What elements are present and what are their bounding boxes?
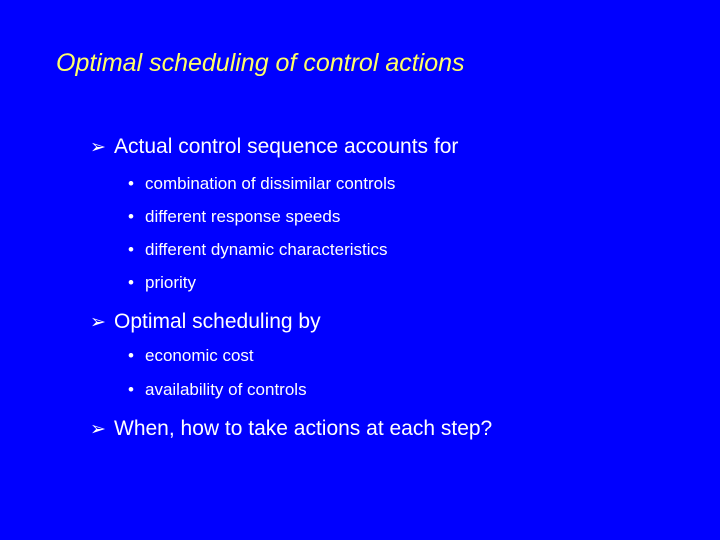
main-point-text: Actual control sequence accounts for (114, 135, 459, 158)
arrow-bullet-icon: ➢ (90, 419, 106, 440)
sub-point (128, 379, 307, 401)
slide-title: Optimal scheduling of control actions (56, 49, 465, 77)
main-point-text: When, how to take actions at each step? (114, 417, 493, 440)
bullet-dot-icon: • (128, 240, 134, 259)
bullet-dot-icon: • (128, 207, 134, 226)
bullet-dot-icon: • (128, 346, 134, 365)
sub-point-text: different response speeds (145, 207, 341, 226)
bullet-dot-icon: • (128, 174, 134, 193)
bullet-dot-icon: • (128, 380, 134, 399)
main-point-optimal-scheduling (90, 309, 321, 336)
sub-point (128, 345, 254, 367)
sub-point (128, 272, 196, 294)
bullet-dot-icon: • (128, 273, 134, 292)
sub-point-text: economic cost (145, 346, 254, 365)
sub-point (128, 206, 340, 228)
arrow-bullet-icon: ➢ (90, 312, 106, 333)
main-point-when-how (90, 416, 492, 443)
sub-point-text: priority (145, 273, 197, 292)
sub-point (128, 239, 388, 261)
sub-point (128, 173, 395, 195)
main-point-actual-control-sequence (90, 134, 458, 161)
main-point-text: Optimal scheduling by (114, 310, 321, 333)
sub-point-text: different dynamic characteristics (145, 240, 388, 259)
sub-point-text: availability of controls (145, 380, 307, 399)
sub-point-text: combination of dissimilar controls (145, 174, 396, 193)
arrow-bullet-icon: ➢ (90, 137, 106, 158)
